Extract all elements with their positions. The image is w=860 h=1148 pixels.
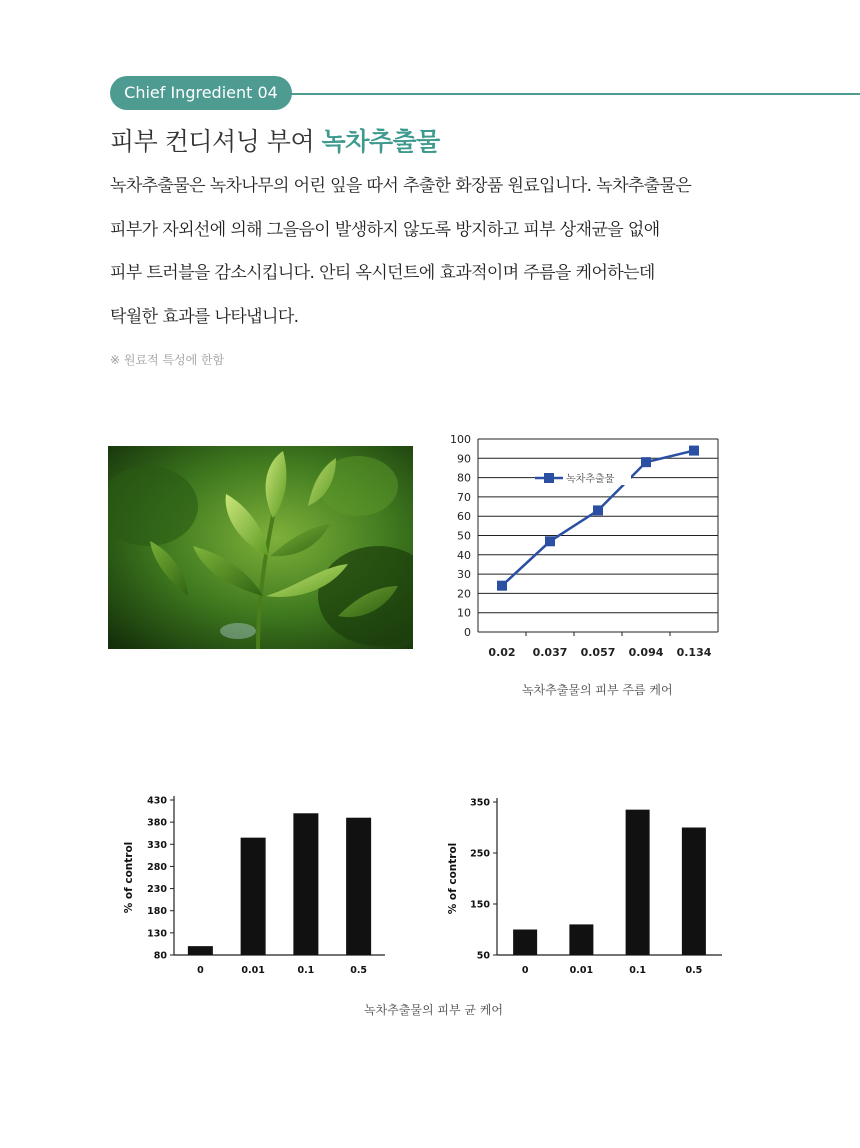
description-line: 탁월한 효과를 나타냅니다. — [110, 306, 299, 327]
x-tick-label: 0.01 — [569, 965, 594, 976]
y-tick-label: 150 — [470, 899, 490, 911]
y-tick-label: 280 — [147, 861, 167, 873]
bar — [188, 946, 213, 955]
y-tick-label: 50 — [457, 529, 471, 543]
y-tick-label: 80 — [153, 950, 167, 962]
y-tick-label: 90 — [457, 452, 471, 466]
y-tick-label: 60 — [457, 510, 471, 524]
bar — [293, 813, 318, 955]
x-tick-label: 0.02 — [488, 646, 516, 659]
bar — [241, 838, 266, 955]
bar — [626, 810, 650, 955]
y-tick-label: 430 — [147, 795, 167, 807]
y-tick-label: 70 — [457, 490, 471, 504]
x-tick-label: 0.5 — [350, 965, 368, 976]
y-tick-label: 130 — [147, 928, 167, 940]
y-tick-label: 230 — [147, 884, 167, 896]
data-point — [689, 446, 699, 456]
x-tick-label: 0.1 — [629, 965, 647, 976]
x-tick-label: 0 — [197, 965, 204, 976]
y-tick-label: 0 — [464, 626, 471, 639]
bar — [513, 930, 537, 956]
y-tick-label: 10 — [457, 606, 471, 620]
legend-marker — [544, 473, 554, 483]
y-tick-label: 180 — [147, 906, 167, 918]
chief-ingredient-badge: Chief Ingredient 04 — [110, 76, 292, 110]
legend-label: 녹차추출물 — [566, 474, 615, 485]
x-tick-label: 0.094 — [628, 646, 664, 659]
x-tick-label: 0.1 — [297, 965, 315, 976]
y-axis-label: % of control — [447, 842, 459, 915]
bar — [569, 924, 593, 955]
description-line: 피부가 자외선에 의해 그을음이 발생하지 않도록 방지하고 피부 상재균을 없애 — [110, 219, 660, 240]
data-point — [593, 505, 603, 515]
footnote: ※ 원료적 특성에 한함 — [110, 353, 225, 367]
y-tick-label: 80 — [457, 471, 471, 485]
bar — [682, 828, 706, 956]
headline-accent: 녹차추출물 — [321, 127, 440, 156]
x-tick-label: 0.5 — [685, 965, 703, 976]
y-tick-label: 330 — [147, 839, 167, 851]
wrinkle-care-line-chart — [440, 430, 730, 670]
y-tick-label: 250 — [470, 848, 490, 860]
green-tea-leaf-photo — [108, 446, 413, 649]
wrinkle-chart-caption: 녹차추출물의 피부 주름 케어 — [522, 683, 673, 697]
y-tick-label: 50 — [476, 950, 490, 962]
y-tick-label: 350 — [470, 797, 490, 809]
x-tick-label: 0.037 — [532, 646, 568, 659]
data-point — [545, 536, 555, 546]
bacteria-chart-caption: 녹차추출물의 피부 균 케어 — [364, 1003, 503, 1017]
headline-prefix: 피부 컨디셔닝 부여 — [110, 127, 322, 156]
x-tick-label: 0.01 — [241, 965, 265, 976]
description-line: 피부 트러블을 감소시킵니다. 안티 옥시던트에 효과적이며 주름을 케어하는데 — [110, 263, 655, 283]
bar — [346, 818, 371, 955]
y-tick-label: 20 — [457, 587, 471, 601]
x-tick-label: 0.134 — [676, 646, 712, 659]
description-line: 녹차추출물은 녹차나무의 어린 잎을 따서 추출한 화장품 원료입니다. 녹차추출물은 — [110, 176, 692, 196]
description-paragraph — [110, 167, 810, 341]
x-tick-label: 0.057 — [580, 646, 616, 659]
bacteria-bar-chart-2 — [440, 790, 730, 985]
data-point — [497, 581, 507, 591]
y-axis-label: % of control — [123, 841, 135, 914]
y-tick-label: 40 — [457, 548, 471, 562]
section-headline — [110, 122, 440, 158]
data-point — [641, 457, 651, 467]
x-tick-label: 0 — [521, 965, 529, 976]
y-tick-label: 30 — [457, 568, 471, 582]
bacteria-bar-chart-1 — [118, 790, 398, 985]
badge-divider-line — [290, 93, 860, 95]
y-tick-label: 380 — [147, 817, 167, 829]
y-tick-label: 100 — [450, 433, 471, 446]
